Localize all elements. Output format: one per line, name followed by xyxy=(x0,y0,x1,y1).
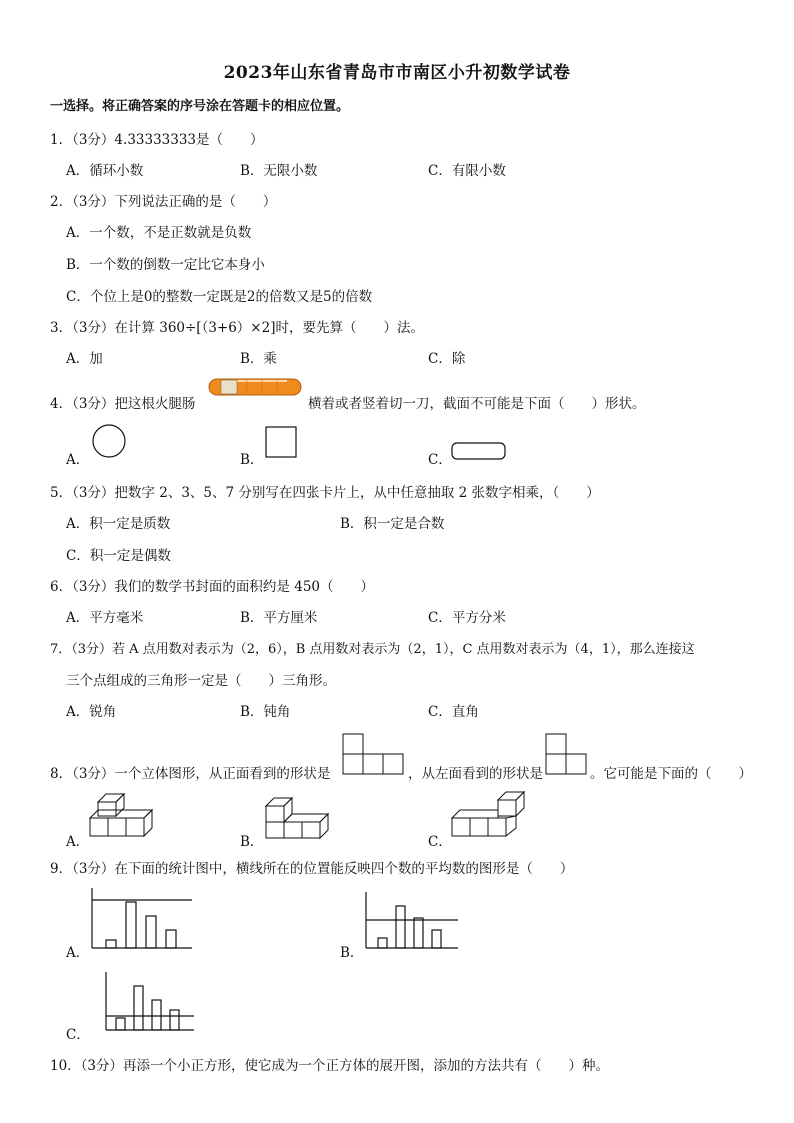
question-number: 8． xyxy=(50,766,73,782)
option-a[interactable]: A． xyxy=(66,452,90,468)
question-3 xyxy=(50,316,424,336)
option-a[interactable]: A．锐角 xyxy=(66,704,117,720)
question-number: 2． xyxy=(50,194,73,210)
question-number: 6． xyxy=(50,579,73,595)
option-b[interactable]: B．无限小数 xyxy=(240,163,318,179)
option-b[interactable]: B．钝角 xyxy=(240,704,291,720)
option-c[interactable]: C． xyxy=(428,834,452,850)
question-text-continued: 横着或者竖着切一刀，截面不可能是下面（ ）形状。 xyxy=(308,396,646,412)
option-a[interactable]: A．积一定是质数 xyxy=(66,516,171,532)
page-title: 2023年山东省青岛市市南区小升初数学试卷 xyxy=(223,63,571,83)
option-b[interactable]: B．一个数的倒数一定比它本身小 xyxy=(66,257,265,273)
question-text: （3分）把数字 2、3、5、7 分别写在四张卡片上，从中任意抽取 2 张数字相乘，（ ） xyxy=(72,485,600,501)
option-a[interactable]: A． xyxy=(66,945,90,961)
option-b[interactable]: B．积一定是合数 xyxy=(340,516,445,532)
bar-chart-b xyxy=(362,890,462,952)
option-a[interactable]: A．一个数，不是正数就是负数 xyxy=(66,225,252,241)
question-text: （3分）4.33333333是（ ） xyxy=(72,132,264,148)
front-view-figure xyxy=(341,732,407,776)
question-5 xyxy=(50,481,600,501)
left-view-figure xyxy=(544,732,590,776)
question-number: 9． xyxy=(50,861,73,877)
option-b[interactable]: B．乘 xyxy=(240,351,277,367)
question-text-middle: ，从左面看到的形状是 xyxy=(408,766,543,782)
question-7-continued: 三个点组成的三角形一定是（ ）三角形。 xyxy=(66,673,336,689)
question-text: （3分）若 A 点用数对表示为（2，6），B 点用数对表示为（2，1），C 点用数对表示为（4，1），那么连接这 xyxy=(71,642,695,657)
option-b[interactable]: B． xyxy=(240,452,264,468)
question-text: （3分）下列说法正确的是（ ） xyxy=(72,194,277,210)
circle-shape xyxy=(90,424,130,460)
question-text: （3分）把这根火腿肠 xyxy=(72,396,196,412)
question-number: 5． xyxy=(50,485,73,501)
sausage-image xyxy=(207,376,303,398)
question-text-continued: 。它可能是下面的（ ） xyxy=(590,766,752,782)
option-c[interactable]: C．除 xyxy=(428,351,466,367)
option-a[interactable]: A．加 xyxy=(66,351,103,367)
question-number: 4． xyxy=(50,396,73,412)
bar-chart-a xyxy=(88,886,198,952)
question-1 xyxy=(50,128,264,148)
question-4 xyxy=(50,392,195,412)
option-b[interactable]: B． xyxy=(240,834,264,850)
bar-chart-c xyxy=(102,970,198,1034)
option-c[interactable]: C． xyxy=(66,1027,90,1043)
option-c[interactable]: C．平方分米 xyxy=(428,610,506,626)
square-shape xyxy=(264,425,300,459)
question-2 xyxy=(50,190,276,210)
question-number: 1． xyxy=(50,132,73,148)
option-c[interactable]: C．有限小数 xyxy=(428,163,506,179)
option-c[interactable]: C．个位上是0的整数一定既是2的倍数又是5的倍数 xyxy=(66,289,373,305)
option-a[interactable]: A．平方毫米 xyxy=(66,610,144,626)
question-text: （3分）在计算 360÷[（3+6）×2]时，要先算（ ）法。 xyxy=(72,320,424,336)
cube-stack-a xyxy=(88,788,160,842)
cube-stack-b xyxy=(262,796,340,842)
question-text: （3分）我们的数学书封面的面积约是 450（ ） xyxy=(72,579,374,595)
question-8 xyxy=(50,762,330,782)
option-a[interactable]: A．循环小数 xyxy=(66,163,144,179)
question-7 xyxy=(50,638,695,657)
section-heading: 一选择。将正确答案的序号涂在答题卡的相应位置。 xyxy=(50,99,350,114)
cube-stack-c xyxy=(450,788,526,842)
option-b[interactable]: B．平方厘米 xyxy=(240,610,318,626)
option-a[interactable]: A． xyxy=(66,834,90,850)
question-text: （3分）在下面的统计图中，横线所在的位置能反映四个数的平均数的图形是（ ） xyxy=(72,861,574,877)
question-number: 10． xyxy=(50,1058,81,1074)
question-9 xyxy=(50,857,573,877)
option-c[interactable]: C．直角 xyxy=(428,704,479,720)
question-text: （3分）再添一个小正方形，使它成为一个正方体的展开图，添加的方法共有（ ）种。 xyxy=(80,1058,610,1074)
option-b[interactable]: B． xyxy=(340,945,364,961)
question-text: （3分）一个立体图形，从正面看到的形状是 xyxy=(72,766,331,782)
option-c[interactable]: C．积一定是偶数 xyxy=(66,548,171,564)
question-6 xyxy=(50,575,374,595)
question-number: 7． xyxy=(50,642,72,657)
option-c[interactable]: C． xyxy=(428,452,452,468)
question-10 xyxy=(50,1054,609,1074)
question-number: 3． xyxy=(50,320,73,336)
rounded-rectangle-shape xyxy=(450,440,508,462)
